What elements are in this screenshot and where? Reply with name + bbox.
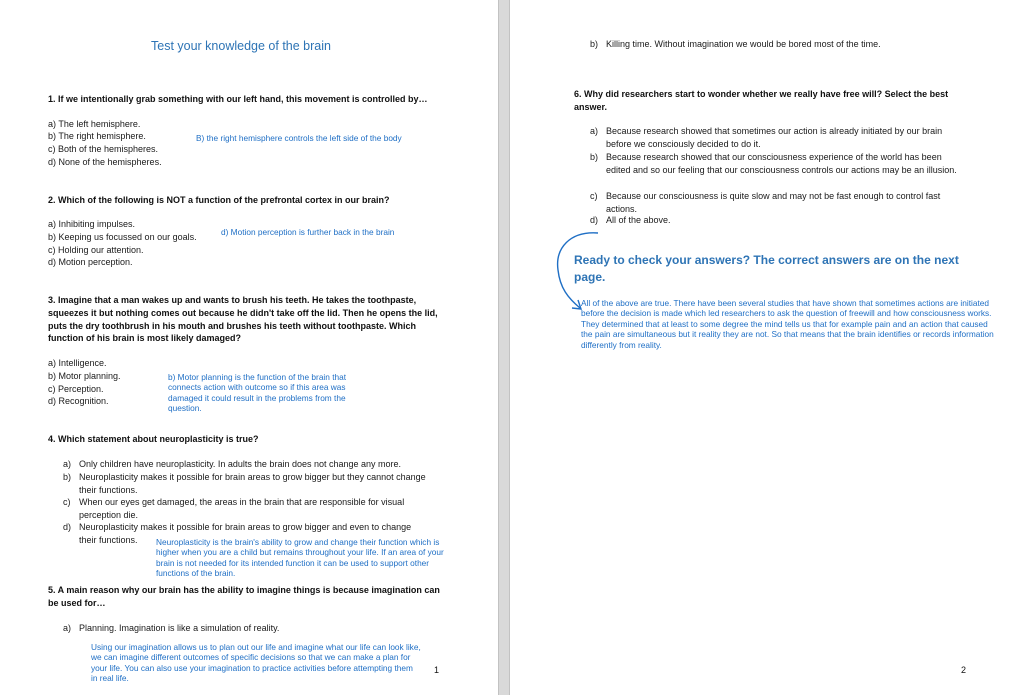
q1-option-c: c) Both of the hemispheres.: [48, 144, 159, 154]
document-title: Test your knowledge of the brain: [151, 39, 331, 53]
q6-option-b: [590, 151, 965, 176]
q4-option-b-marker: b): [63, 472, 72, 482]
document-page-1: [0, 0, 498, 695]
q4-option-c-marker: c): [63, 497, 71, 507]
q4-option-b-text: Neuroplasticity makes it possible for brain areas to grow bigger but they cannot change their functions.: [79, 472, 426, 495]
q2-option-c: c) Holding our attention.: [48, 245, 144, 255]
q4-option-d-text: Neuroplasticity makes it possible for brain areas to grow bigger and even to change: [79, 522, 412, 532]
q4-option-d: [63, 521, 443, 534]
q2-answer-note: d) Motion perception is further back in the brain: [221, 227, 395, 237]
q6-option-d-text: All of the above.: [606, 215, 671, 225]
q4-option-c-text: When our eyes get damaged, the areas in the brain that are responsible for visual perception die.: [79, 497, 405, 520]
question-4: 4. Which statement about neuroplasticity is true?: [48, 434, 259, 444]
q5-option-b: [590, 38, 990, 51]
q5-option-a-marker: a): [63, 623, 72, 633]
document-page-2: [510, 0, 1025, 695]
q3-option-d: d) Recognition.: [48, 396, 109, 406]
question-6: 6. Why did researchers start to wonder whether we really have free will? Select the best answer.: [574, 89, 949, 112]
q1-option-b: b) The right hemisphere.: [48, 131, 146, 141]
q2-option-b: b) Keeping us focussed on our goals.: [48, 232, 197, 242]
q5-option-a-text: Planning. Imagination is like a simulation of reality.: [79, 623, 280, 633]
check-answers-heading: Ready to check your answers? The correct answers are on the next page.: [574, 253, 959, 284]
q6-option-c: [590, 190, 965, 215]
q4-option-a: [63, 458, 433, 471]
question-2: 2. Which of the following is NOT a function of the prefrontal cortex in our brain?: [48, 195, 390, 205]
q4-option-d-continuation: their functions.: [79, 535, 138, 545]
q6-option-c-marker: c): [590, 191, 598, 201]
q5-answer-note: Using our imagination allows us to plan out our life and imagine what our life can look like, we can imagine different outcomes of specific decisions so that we can make a plan for your life. You can also use your imagination to practice activities before attempting them in real life.: [91, 642, 421, 684]
question-1: 1. If we intentionally grab something with our left hand, this movement is controlled by…: [48, 94, 428, 104]
page-gutter: [498, 0, 510, 695]
q2-option-a: a) Inhibiting impulses.: [48, 219, 136, 229]
question-3: 3. Imagine that a man wakes up and wants to brush his teeth. He takes the toothpaste, squeezes it but nothing comes out because he didn't take off the lid. Then he opens the lid, puts the dry toothbrush in his mouth and brushes his teeth without toothpaste. Which function of his brain is most likely damaged?: [48, 295, 438, 344]
q6-option-a-text: Because research showed that sometimes our action is already initiated by our brain before we consciously decided to do it.: [606, 126, 943, 149]
q6-option-a-marker: a): [590, 126, 599, 136]
question-5: 5. A main reason why our brain has the ability to imagine things is because imagination can be used for…: [48, 585, 440, 608]
q6-option-b-text: Because research showed that our consciousness experience of the world has been edited and so our feeling that our consciousness controls our actions may be an illusion.: [606, 152, 957, 175]
q1-answer-note: B) the right hemisphere controls the left side of the body: [196, 133, 402, 143]
page-number-2: 2: [961, 665, 967, 675]
q3-option-b: b) Motor planning.: [48, 371, 121, 381]
q3-option-a: a) Intelligence.: [48, 358, 107, 368]
q4-option-c: [63, 496, 433, 521]
q3-answer-note: b) Motor planning is the function of the brain that connects action with outcome so if this area was damaged it could result in the problems from the question.: [168, 372, 347, 414]
q6-answer-note: All of the above are true. There have been several studies that have shown that sometimes actions are initiated before the decision is made which led researchers to ask the question of freewill and how consciousness works. They determined that at least to some degree the mind tells us that for example pain and an action that caused the pain are simultaneous but it reality they are not. So that means that the brain identifies or records information differently from reality.: [581, 298, 994, 350]
page-number-1: 1: [434, 665, 440, 675]
q4-answer-note: Neuroplasticity is the brain's ability to grow and change their function which is higher when you are a child but remains throughout your life. If an area of your brain is not needed for its intended function it can be used to support other functions of the brain.: [156, 537, 444, 579]
q4-option-d-marker: d): [63, 522, 72, 532]
q2-option-d: d) Motion perception.: [48, 257, 133, 267]
q6-option-b-marker: b): [590, 152, 599, 162]
q5-option-a: [63, 622, 433, 635]
q4-option-a-text: Only children have neuroplasticity. In adults the brain does not change any more.: [79, 459, 402, 469]
q1-option-d: d) None of the hemispheres.: [48, 157, 162, 167]
q6-option-d: [590, 214, 965, 227]
q4-option-b: [63, 471, 433, 496]
q6-option-a: [590, 125, 965, 150]
q4-option-a-marker: a): [63, 459, 72, 469]
q5-option-b-text: Killing time. Without imagination we would be bored most of the time.: [606, 39, 881, 49]
q5-option-b-marker: b): [590, 39, 599, 49]
q1-option-a: a) The left hemisphere.: [48, 119, 141, 129]
q6-option-d-marker: d): [590, 215, 599, 225]
q3-option-c: c) Perception.: [48, 384, 104, 394]
q6-option-c-text: Because our consciousness is quite slow and may not be fast enough to control fast actions.: [606, 191, 941, 214]
